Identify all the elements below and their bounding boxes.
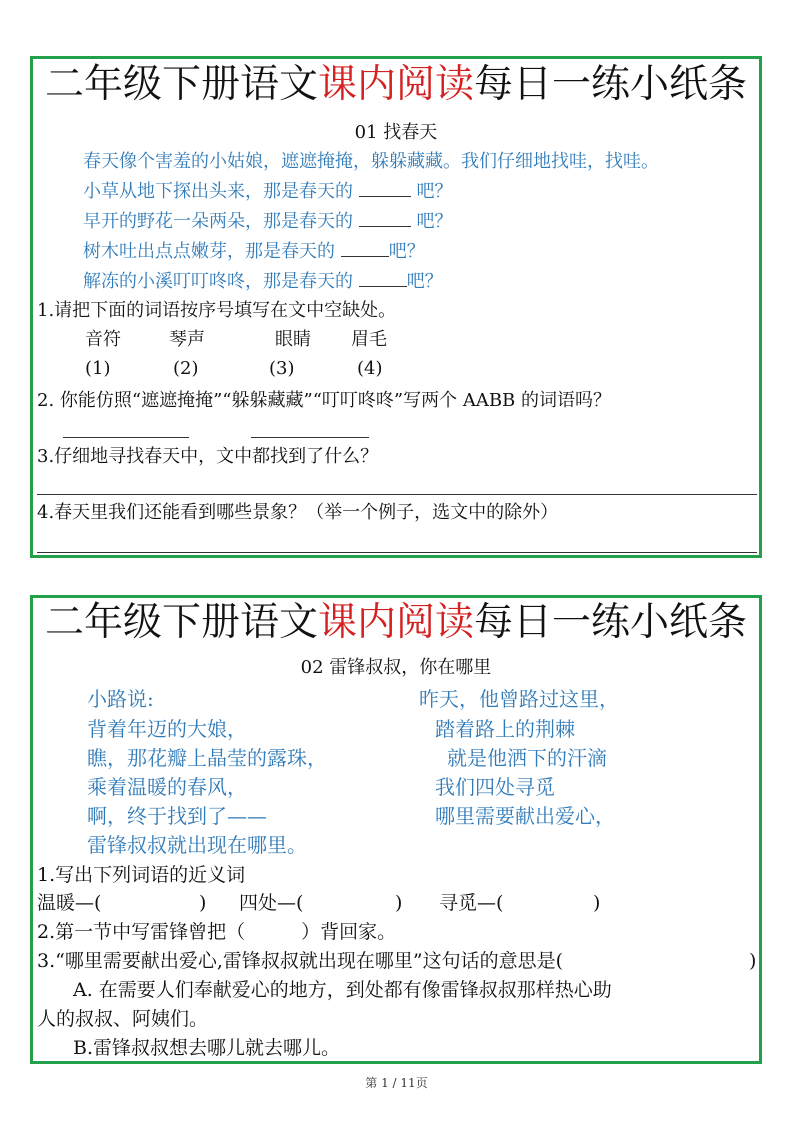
- card-title: 二年级下册语文课内阅读每日一练小纸条: [44, 62, 748, 107]
- word-number: (2): [173, 358, 199, 379]
- poem-line: 啊，终于找到了——: [87, 804, 267, 828]
- poem-line: 就是他洒下的汗滴: [447, 746, 607, 770]
- question-1: 1.请把下面的词语按序号填写在文中空缺处。: [37, 300, 397, 321]
- question-2: 2.第一节中写雷锋曾把（ ）背回家。: [37, 921, 397, 943]
- word-option: 音符: [85, 329, 121, 350]
- poem-line: 雷锋叔叔就出现在哪里。: [87, 833, 307, 857]
- answer-line[interactable]: [37, 494, 757, 495]
- poem-line: 瞧，那花瓣上晶莹的露珠，: [87, 746, 327, 770]
- question-3: 3.仔细地寻找春天中，文中都找到了什么？: [37, 446, 379, 467]
- synonym-item: ): [199, 892, 207, 914]
- passage-line: 小草从地下探出头来，那是春天的 吧？: [83, 181, 453, 202]
- passage-title: 02 雷锋叔叔，你在哪里: [300, 657, 492, 678]
- poem-line: 小路说:: [87, 687, 154, 711]
- passage-line: 春天像个害羞的小姑娘，遮遮掩掩，躲躲藏藏。我们仔细地找哇，找哇。: [83, 151, 659, 172]
- passage-title: 01 找春天: [354, 122, 438, 143]
- synonym-item: 四处—(: [239, 892, 304, 914]
- poem-line: 背着年迈的大娘，: [87, 717, 247, 741]
- synonym-item: 温暖—(: [37, 892, 102, 914]
- option-a: A. 在需要人们奉献爱心的地方，到处都有像雷锋叔叔那样热心助: [73, 979, 612, 1001]
- word-option: 眉毛: [351, 329, 387, 350]
- exercise-card-2: [30, 595, 762, 1064]
- question-2: 2. 你能仿照“遮遮掩掩”“躲躲藏藏”“叮叮咚咚”写两个 AABB 的词语吗？: [37, 390, 612, 411]
- fill-blank[interactable]: [359, 225, 411, 227]
- synonym-item: ): [395, 892, 403, 914]
- fill-blank[interactable]: [359, 285, 407, 287]
- word-number: (3): [269, 358, 295, 379]
- word-number: (4): [357, 358, 383, 379]
- fill-blank[interactable]: [341, 255, 389, 257]
- answer-line[interactable]: [37, 552, 757, 553]
- word-number: (1): [85, 358, 111, 379]
- exercise-card-1: [30, 56, 762, 558]
- question-3-paren: ): [749, 950, 757, 972]
- option-b: B.雷锋叔叔想去哪儿就去哪儿。: [73, 1037, 341, 1059]
- card-title: 二年级下册语文课内阅读每日一练小纸条: [44, 600, 748, 645]
- passage-line: 解冻的小溪叮叮咚咚，那是春天的 吧？: [83, 271, 443, 292]
- question-1: 1.写出下列词语的近义词: [37, 864, 246, 886]
- synonym-item: ): [593, 892, 601, 914]
- synonym-item: 寻觅—(: [439, 892, 504, 914]
- passage-line: 树木吐出点点嫩芽，那是春天的 吧？: [83, 241, 425, 262]
- option-a-cont: 人的叔叔、阿姨们。: [37, 1008, 209, 1030]
- question-3: 3.“哪里需要献出爱心,雷锋叔叔就出现在哪里”这句话的意思是(: [37, 950, 564, 972]
- passage-line: 早开的野花一朵两朵，那是春天的 吧？: [83, 211, 453, 232]
- question-4: 4.春天里我们还能看到哪些景象？（举一个例子，选文中的除外）: [37, 502, 559, 523]
- poem-line: 踏着路上的荆棘: [435, 717, 575, 741]
- answer-line[interactable]: [63, 437, 189, 438]
- poem-line: 哪里需要献出爱心，: [435, 804, 615, 828]
- answer-line[interactable]: [251, 437, 369, 438]
- word-option: 眼睛: [275, 329, 311, 350]
- poem-line: 昨天，他曾路过这里，: [419, 687, 619, 711]
- poem-line: 我们四处寻觅: [435, 775, 555, 799]
- page-number: 第 1 / 11页: [365, 1076, 428, 1090]
- fill-blank[interactable]: [359, 195, 411, 197]
- poem-line: 乘着温暖的春风，: [87, 775, 247, 799]
- word-option: 琴声: [169, 329, 205, 350]
